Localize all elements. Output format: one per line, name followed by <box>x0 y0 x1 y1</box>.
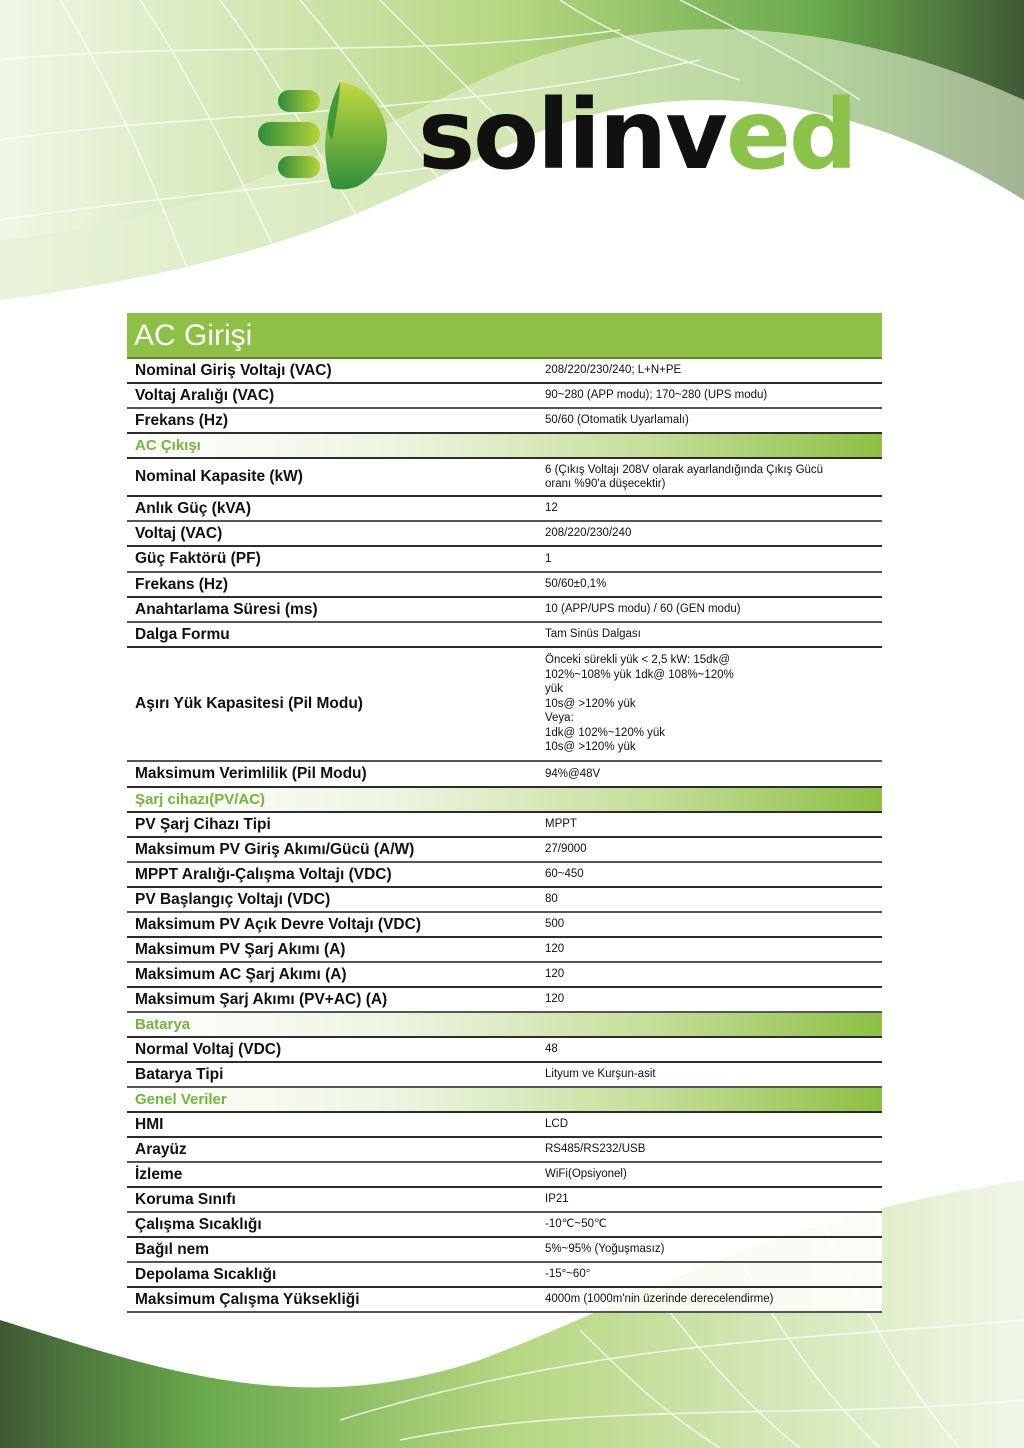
row-value: 208/220/230/240 <box>545 527 632 540</box>
table-row <box>127 547 882 573</box>
row-label: Maksimum PV Şarj Akımı (A) <box>135 940 346 958</box>
overload-line: Önceki sürekli yük < 2,5 kW: 15dk@ <box>545 654 730 667</box>
row-label: Voltaj Aralığı (VAC) <box>135 386 275 404</box>
row-value: 94%@48V <box>545 767 601 780</box>
row-label: Anlık Güç (kVA) <box>135 499 251 517</box>
table-row <box>127 863 882 888</box>
row-label: Anahtarlama Süresi (ms) <box>135 600 318 618</box>
table-row <box>127 1113 882 1138</box>
spec-table <box>127 313 882 1313</box>
row-label: Normal Voltaj (VDC) <box>135 1040 282 1058</box>
table-row <box>127 1213 882 1238</box>
table-row <box>127 913 882 938</box>
overload-line: 102%~108% yük 1dk@ 108%~120% <box>545 668 734 681</box>
spec-title: AC Girişi <box>127 313 882 359</box>
charger-group <box>127 813 882 1013</box>
table-row <box>127 988 882 1013</box>
overload-row <box>127 648 882 762</box>
overload-value <box>545 651 882 757</box>
row-value: 120 <box>545 968 565 981</box>
row-label: Bağıl nem <box>135 1240 210 1258</box>
row-label: Güç Faktörü (PF) <box>135 550 261 567</box>
row-label: Maksimum PV Giriş Akımı/Gücü (A/W) <box>135 840 415 858</box>
brand-name-accent: ed <box>725 79 856 191</box>
table-row <box>127 459 882 497</box>
table-row <box>127 813 882 838</box>
row-value: -15°~60° <box>545 1268 591 1281</box>
row-value: 48 <box>545 1043 558 1056</box>
table-row <box>127 838 882 863</box>
table-row <box>127 623 882 648</box>
row-value: 120 <box>545 993 565 1006</box>
battery-group <box>127 1038 882 1088</box>
row-value: 500 <box>545 918 565 931</box>
row-value: 10 (APP/UPS modu) / 60 (GEN modu) <box>545 603 741 616</box>
row-value: -10℃~50℃ <box>545 1218 607 1231</box>
section-header-charger: Şarj cihazı(PV/AC) <box>127 788 882 813</box>
row-label: Frekans (Hz) <box>135 575 229 593</box>
row-label: Voltaj (VAC) <box>135 524 223 542</box>
row-value: 27/9000 <box>545 843 587 856</box>
row-label: PV Başlangıç Voltajı (VDC) <box>135 890 331 908</box>
row-value: Lityum ve Kurşun-asit <box>545 1068 656 1081</box>
table-row <box>127 1288 882 1313</box>
row-label: Dalga Formu <box>135 625 230 643</box>
table-row <box>127 938 882 963</box>
row-value: 120 <box>545 943 565 956</box>
row-label: Çalışma Sıcaklığı <box>135 1215 262 1233</box>
row-label: Aşırı Yük Kapasitesi (Pil Modu) <box>135 695 363 712</box>
row-label: Arayüz <box>135 1140 187 1158</box>
table-row <box>127 409 882 434</box>
brand-logo <box>258 78 856 198</box>
row-label: Maksimum PV Açık Devre Voltajı (VDC) <box>135 915 421 933</box>
row-value: 60~450 <box>545 868 584 881</box>
row-value: LCD <box>545 1118 569 1131</box>
table-row <box>127 598 882 623</box>
table-row <box>127 384 882 409</box>
overload-line: Veya: <box>545 712 574 725</box>
row-value: 4000m (1000m'nin üzerinde derecelendirme) <box>545 1293 774 1306</box>
table-row <box>127 888 882 913</box>
table-row <box>127 359 882 384</box>
table-row <box>127 1263 882 1288</box>
row-label: PV Şarj Cihazı Tipi <box>135 815 271 833</box>
row-label: Maksimum Şarj Akımı (PV+AC) (A) <box>135 990 388 1008</box>
overload-line: 10s@ >120% yük <box>545 741 636 754</box>
general-group <box>127 1113 882 1313</box>
row-value: 50/60 (Otomatik Uyarlamalı) <box>545 414 689 427</box>
brand-name-dark: solinv <box>418 79 726 191</box>
row-value: 6 (Çıkış Voltajı 208V olarak ayarlandığında Çıkış Gücü oranı %90'a düşecektir) <box>545 463 824 490</box>
table-row <box>127 1138 882 1163</box>
row-value: 12 <box>545 502 558 515</box>
table-row <box>127 1188 882 1213</box>
ac-output-group <box>127 459 882 788</box>
row-label: Maksimum AC Şarj Akımı (A) <box>135 965 347 983</box>
row-value: WiFi(Opsiyonel) <box>545 1168 627 1181</box>
row-label: Koruma Sınıfı <box>135 1190 236 1208</box>
table-row <box>127 1063 882 1088</box>
row-value: RS485/RS232/USB <box>545 1143 646 1156</box>
table-row <box>127 1238 882 1263</box>
row-label: Depolama Sıcaklığı <box>135 1265 277 1283</box>
row-value: IP21 <box>545 1193 569 1206</box>
section-header-general: Genel Veriler <box>127 1088 882 1113</box>
table-row <box>127 522 882 547</box>
row-label: Nominal Kapasite (kW) <box>135 468 303 485</box>
section-header-battery: Batarya <box>127 1013 882 1038</box>
row-value: 80 <box>545 893 558 906</box>
row-label: HMI <box>135 1115 164 1133</box>
table-row <box>127 1163 882 1188</box>
row-label: Maksimum Çalışma Yüksekliği <box>135 1290 360 1308</box>
row-label: Batarya Tipi <box>135 1065 224 1083</box>
row-value: MPPT <box>545 818 577 831</box>
row-value: 1 <box>545 552 552 565</box>
table-row <box>127 497 882 522</box>
row-value: 5%~95% (Yoğuşmasız) <box>545 1243 665 1256</box>
row-label: Nominal Giriş Voltajı (VAC) <box>135 361 332 379</box>
row-label: İzleme <box>135 1165 183 1183</box>
row-label: MPPT Aralığı-Çalışma Voltajı (VDC) <box>135 865 392 883</box>
row-value: 208/220/230/240; L+N+PE <box>545 364 682 377</box>
table-row <box>127 762 882 788</box>
logo-mark-icon <box>258 78 408 198</box>
table-row <box>127 963 882 988</box>
overload-line: yük <box>545 683 563 696</box>
overload-line: 10s@ >120% yük <box>545 697 636 710</box>
row-value: 90~280 (APP modu); 170~280 (UPS modu) <box>545 389 768 402</box>
brand-wordmark <box>418 80 856 190</box>
row-label: Maksimum Verimlilik (Pil Modu) <box>135 765 367 782</box>
section-header-ac-output: AC Çıkışı <box>127 434 882 459</box>
ac-input-group <box>127 359 882 434</box>
row-value: Tam Sinüs Dalgası <box>545 628 641 641</box>
overload-line: 1dk@ 102%~120% yük <box>545 726 666 739</box>
table-row <box>127 1038 882 1063</box>
table-row <box>127 573 882 598</box>
row-label: Frekans (Hz) <box>135 411 229 429</box>
row-value: 50/60±0,1% <box>545 578 607 591</box>
